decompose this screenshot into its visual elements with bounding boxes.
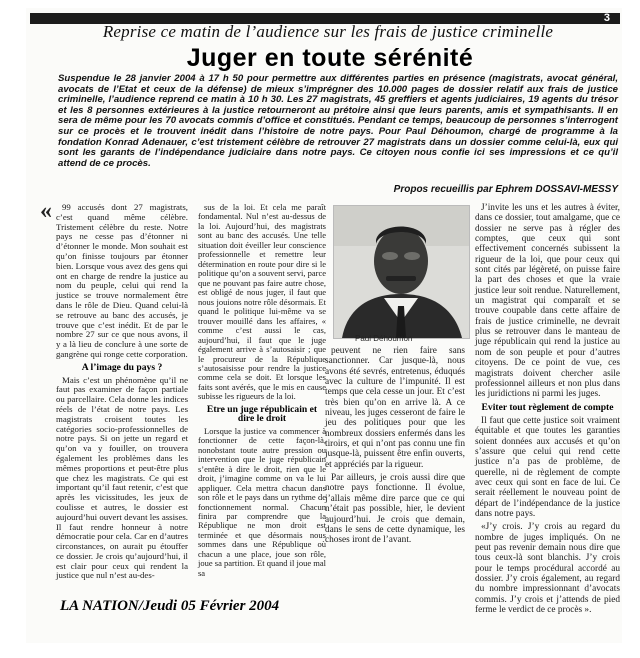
col1-paragraph-2: Mais c’est un phénomène qu’il ne faut pas examiner de façon partiale ou parcellaire. Cela donne les indices réels de l’état de notre pays. Les magistrats croisent toutes les catégories socio-professionnelles de notre pays. Si on jette un regard et qu’on va y fouiller, on trouvera également les problèmes dans les mêmes proportions et peut-être plus que chez les magistrats. Ce qui est important qu’il faut retenir, c’est que après les vicissitudes, les jeux de coulisse et autres, le dossier est aujourd’hui ouvert devant les assises. Il faut rendre honneur à notre démocratie pour cela. Car en d’autres circonstances, on aurait pu étouffer ce dossier. Je crois qu’aujourd’hui, il est clair pour ceux qui rendent la justice que nul n’est au-des- bbox=[56, 374, 188, 581]
col2-subhead: Etre un juge républicain et dire le droit bbox=[206, 403, 318, 425]
col4-paragraph-2: Il faut que cette justice soit vraiment équitable et que toutes les garanties soient données aux accusés et qu’on s’assure que celui qui rend cette justice n’a pas de problème, de querelle, ni de règlement de compte avec ceux qui sont en face de lui. Ce serait réellement le nouveau point de départ de l’indépendance de la justice dans notre pays. bbox=[475, 415, 620, 519]
column-2 bbox=[198, 203, 326, 581]
col4-paragraph-3: «J’y crois. J’y crois au regard du nombre de juges impliqués. On ne peut pas revenir demain nous dire que tous ceux-là sont blanchis. J’y crois pour le temps procédural accordé au dossier. J’y crois également, au regard du nombre impressionnant d’avocats commis. J’y crois et j’attends de pied ferme le verdict de ce procès ». bbox=[475, 522, 620, 616]
byline: Propos recueillis par Ephrem DOSSAVI-MESSY bbox=[393, 184, 618, 195]
col3-paragraph-2: Par ailleurs, je crois aussi dire que notre pays fonctionne. Il évolue, j’allais même dire parce que ce qui n’était pas possible, hier, le devient aujourd’hui. Je crois que demain, dans le sens de cette dynamique, les choses iront de l’avant. bbox=[325, 473, 465, 546]
headline: Juger en toute sérénité bbox=[186, 44, 474, 72]
kicker: Reprise ce matin de l’audience sur les frais de justice criminelle bbox=[102, 22, 554, 41]
column-3 bbox=[325, 346, 465, 549]
col1-subhead: A l’image du pays ? bbox=[81, 361, 163, 373]
column-1 bbox=[56, 203, 188, 584]
col2-paragraph-2: Lorsque la justice va commencer à fonctionner de cette façon-là, nonobstant toute autre pression ou intervention que le juge républicain s’entête à dire le droit, rien que le droit, j’imagine comme on va le lui appliquer. Cela mettra chacun dans son rôle et le pays dans un rythme de fonctionnement normal. Chacun finira par comprendre que la République ne mon droit est terminée et que désormais nous sommes dans une République où chacun a une place, joue son rôle, joue sa partition. Et quand il joue mal sa bbox=[198, 425, 326, 578]
col4-paragraph-1: J’invite les uns et les autres à éviter, dans ce dossier, tout amalgame, que ce dossier ne serve pas à régler des comptes, que ceux qui sont effectivement concernés subissent la rigueur de la loi, que pour ceux qui sont cités par légèreté, on puisse faire la part des choses et que la vraie justice leur soit rendue. Naturellement, un magistrat qui comparaît et se trouve coupable dans cette affaire de frais de justice criminelle, ne devrait plus se retrouver dans le manteau de juge républicain qui rend la justice au nom de son peuple et pour d’autres citoyens. De ce point de vue, ces magistrats doivent chercher asile professionnel ailleurs et non plus dans les juridictions ni parmi les juges. bbox=[475, 203, 620, 400]
lead-paragraph: Suspendue le 28 janvier 2004 à 17 h 50 pour permettre aux différentes parties en présence (magistrats, avocat général, avocats de l’Etat et ceux de la défense) de mieux s’imprégner des 10.000 pages de dossier relatif aux frais de justice criminelle, l’audience reprend ce matin à 10 h 30. Les 27 magistrats, 45 greffiers et agents judiciaires, 19 agents du trésor et les 8 personnes extérieures à la justice retourneront au prétoire ainsi que leurs parents, amis et sympathisants. Il en sera de même pour les 70 avocats commis d’office et constitués. Pendant ce temps, beaucoup de personnes s’interrogent sur ce procès et le trouvent inédit dans l’histoire de notre pays. Pour Paul Déhoumon, chargé de programme à la fondation Konrad Adenauer, c’est tristement célèbre de retrouver 27 magistrats dans un dossier comme celui-là, eux qui sont les garants de l’indépendance judiciaire dans notre pays. Ce citoyen nous confie ici ses impressions et ce qu’il attend de ce procès. bbox=[58, 73, 618, 169]
portrait-photo bbox=[333, 205, 470, 339]
publication-footer: LA NATION/Jeudi 05 Février 2004 bbox=[60, 598, 280, 614]
col3-paragraph-1: peuvent ne rien faire sans sanctionner. Car jusque-là, nous avons été sevrés, entretenus, éduqués avec la culture de l’impunité. Il est temps que cela cesse un jour. Et c’est très bien qu’on en arrive là. A ce niveau, les juges cesseront de faire le jeu des politiques pour que les nombreux dossiers enfermés dans les tiroirs, et qui n’ont pas connu une fin jusque-là, puissent être enfin ouverts, et appréciés par la rigueur. bbox=[325, 346, 465, 470]
col4-subhead: Eviter tout règlement de compte bbox=[481, 401, 614, 413]
opening-quote-mark: « bbox=[40, 198, 52, 224]
photo-caption: Paul Déhoumon bbox=[355, 334, 413, 343]
col2-paragraph-1: sus de la loi. Et cela me paraît fondamental. Nul n’est au-dessus de la loi. Aujourd’hui, des magistrats sont au banc des accusés. Une telle situation doit éveiller leur conscience professionnelle et remettre leur détermination en route pour dire si le politique qu’on a souvent servi, parce que ne pouvant pas faire autre chose, est obligé de nous juger, il faut que nous jouions notre rôle désormais. Et quand le politique lui-même va se trouver mouillé dans les affaires, « comme c’est aussi le cas, aujourd’hui, il faut que le juge également arrive à s’autosaisir ; que le procureur de la République s’autosaisisse pour rendre la justice comme cela se doit. Et lorsque les faits sont avérés, que le mis en cause subisse les rigueurs de la loi. bbox=[198, 202, 326, 402]
col1-paragraph-1: 99 accusés dont 27 magistrats, c’est quand même célèbre. Tristement célèbre du reste. Notre pays ne cesse pas d’étonner ni d’étonner le monde. Mon souhait est qu’on finisse toujours par étonner bien. Lorsque vous avez des gens qui ont en charge de rendre la justice au nom du peuple, celui qui rend la justice se trouve normalement être dans le rôle de Dieu. Quand celui-là se retrouve au banc des accusés, je trouve que c’est inédit. Et de par le nombre 27 sur ce que nous avons, il y a là lieu de conclure à une sorte de gangrène qui ronge cette corporation. bbox=[56, 202, 188, 359]
column-4 bbox=[475, 203, 620, 618]
page-number: 3 bbox=[600, 13, 614, 24]
portrait-image bbox=[334, 206, 469, 338]
